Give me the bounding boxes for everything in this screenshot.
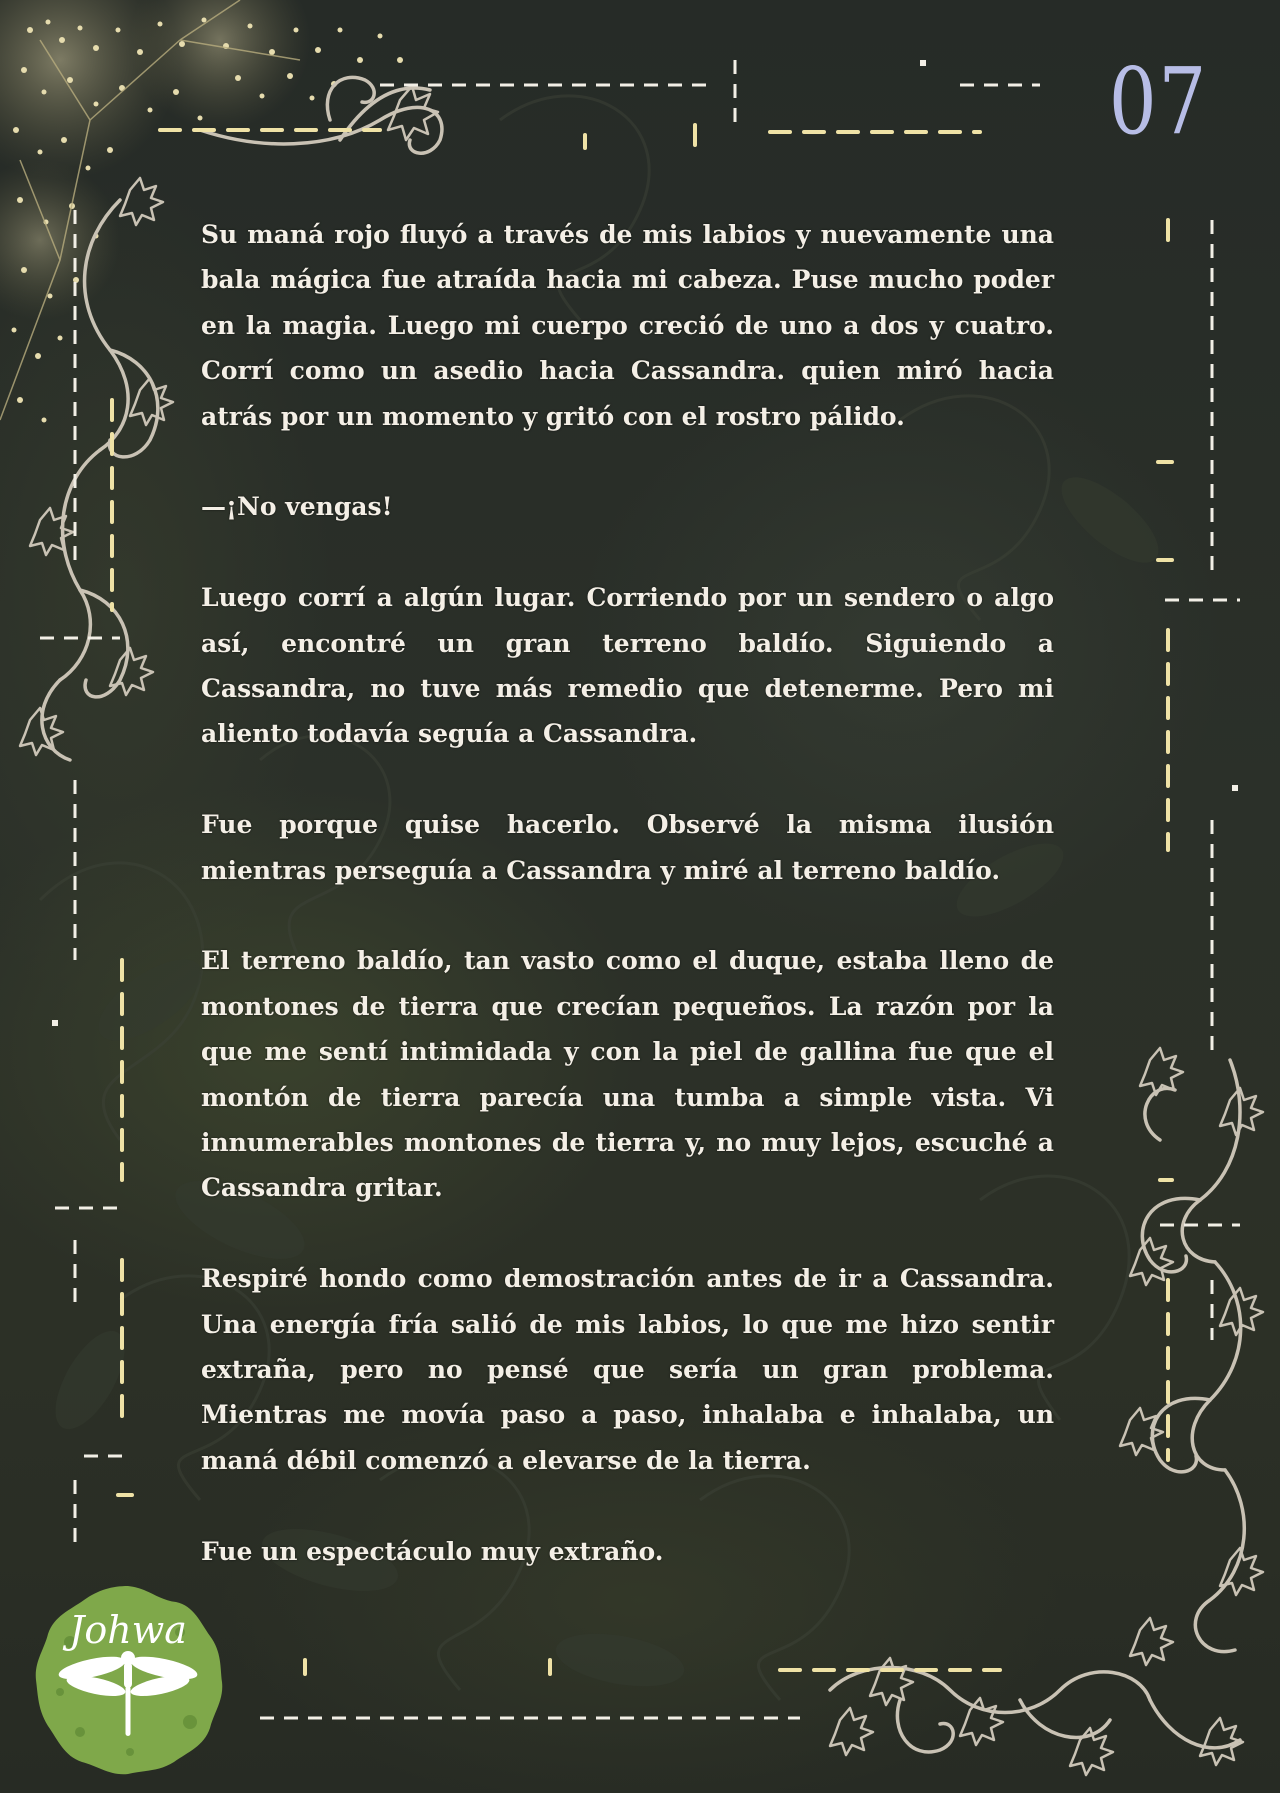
vine-bottom — [830, 1668, 1240, 1752]
paragraph: Su maná rojo fluyó a través de mis labios y nuevamente una bala mágica fue atraída hacia mi cabeza. Puse mucho poder en la magia. Luego mi cuerpo creció de uno a dos y cuatro. Corrí como un asedio hacia Cassandra. quien miró hacia atrás por un momento y gritó con el rostro pálido. — [201, 220, 1054, 431]
logo-text: Johwa — [69, 1608, 187, 1652]
paragraph: Respiré hondo como demostración antes de ir a Cassandra. Una energía fría salió de mis labios, lo que me hizo sentir extraña, pero no pensé que sería un gran problema. Mientras me movía paso a paso, inhalaba e inhalaba, un maná débil comenzó a elevarse de la tierra. — [201, 1264, 1054, 1475]
johwa-logo — [30, 1582, 226, 1778]
ivy-leaves-bottom — [830, 1658, 1243, 1775]
story-text — [201, 212, 1054, 1574]
paragraph: Fue porque quise hacerlo. Observé la misma ilusión mientras perseguía a Cassandra y miré al terreno baldío. — [201, 810, 1054, 885]
ivy-leaves-right — [1120, 1048, 1263, 1665]
paragraph: El terreno baldío, tan vasto como el duque, estaba lleno de montones de tierra que crecían pequeños. La razón por la que me sentí intimidada y con la piel de gallina fue que el montón de tierra parecía una tumba a simple vista. Vi innumerables montones de tierra y, no muy lejos, escuché a Cassandra gritar. — [201, 946, 1054, 1203]
page-number: 07 — [1108, 48, 1208, 155]
paragraph: Luego corrí a algún lugar. Corriendo por un sendero o algo así, encontré un gran terreno baldío. Siguiendo a Cassandra, no tuve más remedio que detenerme. Pero mi aliento todavía seguía a Cassandra. — [201, 583, 1054, 749]
paragraph: —¡No vengas! — [201, 492, 393, 522]
paragraph: Fue un espectáculo muy extraño. — [201, 1536, 664, 1566]
